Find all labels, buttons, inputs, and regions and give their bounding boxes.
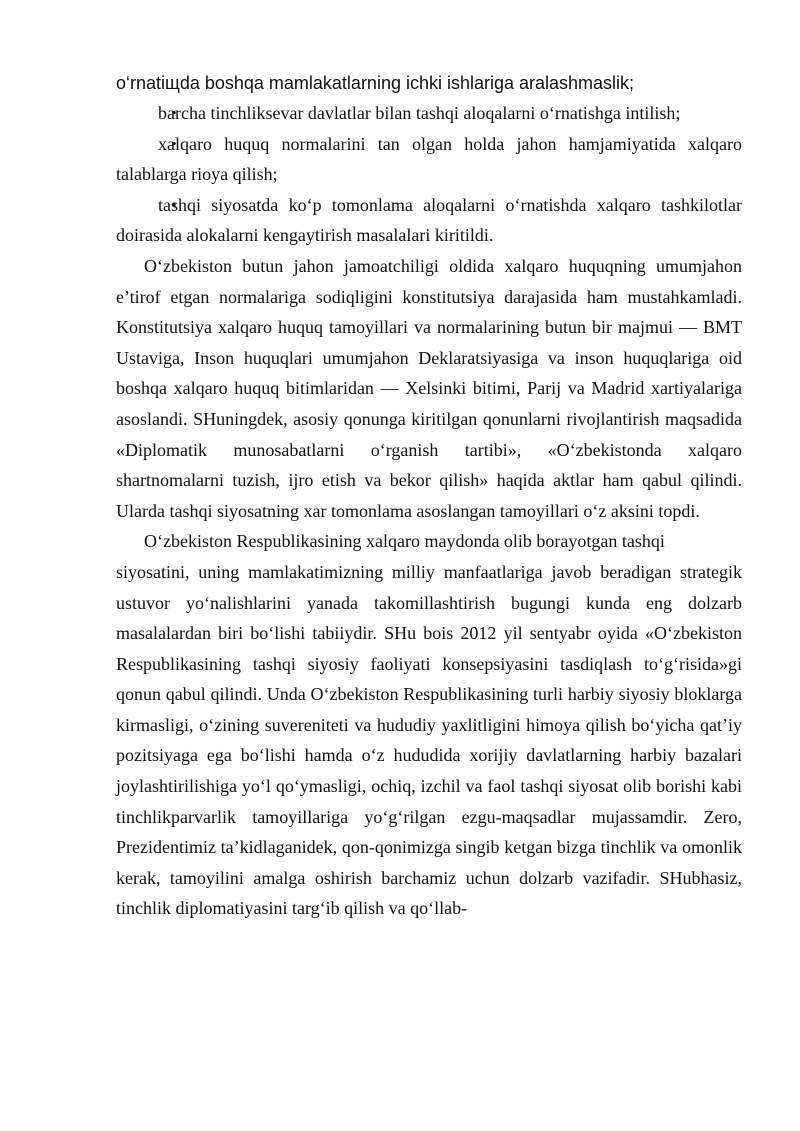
bullet-item-3: • tashqi siyosatda ko‘p tomonlama aloqalarni o‘rnatishda xalqaro tashkilotlar doirasida alokalarni kengaytirish masalalari kiritildi. xyxy=(116,190,742,251)
bullet-item-2: • xalqaro huquq normalarini tan olgan holda jahon hamjamiyatida xalqaro talablarga rioya qilish; xyxy=(116,129,742,190)
paragraph-foreign-policy: siyosatini, uning mamlakatimizning milliy manfaatlariga javob beradigan strategik ustuvor yo‘nalishlarini yanada takomillashtirish bugungi kunda eng dolzarb masalalardan biri bo‘lishi tabiiydir. SHu bois 2012 yil sentyabr oyida «O‘zbekiston Respublikasining tashqi siyosiy faoliyati konsepsiyasini tasdiqlash to‘g‘risida»gi qonun qabul qilindi. Unda O‘zbekiston Respublikasining turli harbiy siyosiy bloklarga kirmasligi, o‘zining suvereniteti va hududiy yaxlitligini himoya qilish bo‘yicha qat’iy pozitsiyaga ega bo‘lishi hamda o‘z hududida xorijiy davlatlarning harbiy bazalari joylashtirilishiga yo‘l qo‘ymasligi, ochiq, izchil va faol tashqi siyosat olib borishi kabi tinchlikparvarlik tamoyillariga yo‘g‘rilgan ezgu-maqsadlar mujassamdir. Zero, Prezidentimiz ta’kidlaganidek, qon-qonimizga singib ketgan bizga tinchlik va omonlik kerak, tamoyilini amalga oshirish barchamiz uchun dolzarb vazifadir. SHubhasiz, tinchlik diplomatiyasini targ‘ib qilish va qo‘llab- xyxy=(116,561,742,919)
bullet-item-1: • barcha tinchliksevar davlatlar bilan tashqi aloqalarni o‘rnatishga intilish; xyxy=(116,98,742,129)
continuation-line: o‘rnatiщda boshqa mamlakatlarning ichki ishlariga aralashmaslik; xyxy=(116,73,635,93)
paragraph-foreign-policy-first-line: O‘zbekiston Respublikasining xalqaro maydonda olib borayotgan tashqi xyxy=(144,531,665,552)
document-page xyxy=(116,68,742,924)
paragraph-constitution: O‘zbekiston butun jahon jamoatchiligi oldida xalqaro huquqning umumjahon e’tirof etgan normalariga sodiqligini konstitutsiya darajasida ham mustahkamladi. Konstitutsiya xalqaro huquq tamoyillari va normalarining butun bir majmui — BMT Ustaviga, Inson huquqlari umumjahon Deklaratsiyasiga va inson huquqlariga oid boshqa xalqaro huquq bitimlaridan — Xelsinki bitimi, Parij va Madrid xartiyalariga asoslandi. SHuningdek, asosiy qonunga kiritilgan qonunlarni rivojlantirish maqsadida «Diplomatik munosabatlarni o‘rganish tartibi», «O‘zbekistonda xalqaro shartnomalarni tuzish, ijro etish va bekor qilish» haqida aktlar ham qabul qilindi. Ularda tashqi siyosatning xar tomonlama asoslangan tamoyillari o‘z aksini topdi. xyxy=(116,255,742,521)
